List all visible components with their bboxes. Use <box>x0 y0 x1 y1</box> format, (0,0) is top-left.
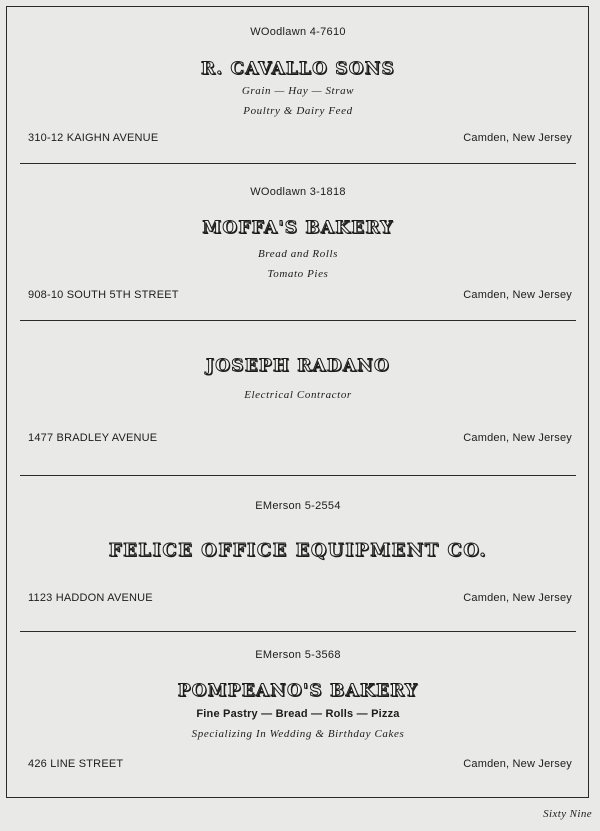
ad-phone: WOodlawn 4-7610 <box>250 26 346 38</box>
ad-city: Camden, New Jersey <box>463 289 572 301</box>
ad-city: Camden, New Jersey <box>463 132 572 144</box>
divider-rule <box>20 320 576 321</box>
page-number: Sixty Nine <box>543 808 592 820</box>
page-border <box>6 6 589 798</box>
divider-rule <box>20 163 576 164</box>
ad-tagline: Specializing In Wedding & Birthday Cakes <box>191 728 405 740</box>
ad-tagline: Tomato Pies <box>267 268 329 280</box>
ad-tagline: Grain — Hay — Straw <box>241 85 355 97</box>
ad-address: 1123 HADDON AVENUE <box>28 592 153 604</box>
ad-tagline: Fine Pastry — Bread — Rolls — Pizza <box>196 708 400 720</box>
ad-business-name: FELICE OFFICE EQUIPMENT CO. <box>108 540 488 561</box>
ad-address: 908-10 SOUTH 5TH STREET <box>28 289 179 301</box>
ad-city: Camden, New Jersey <box>463 432 572 444</box>
ad-phone: EMerson 5-2554 <box>255 500 341 512</box>
ad-tagline: Electrical Contractor <box>244 389 352 401</box>
ad-business-name: R. CAVALLO SONS <box>200 59 396 79</box>
ad-business-name: POMPEANO'S BAKERY <box>177 681 419 701</box>
ad-phone: WOodlawn 3-1818 <box>250 186 346 198</box>
ad-business-name: JOSEPH RADANO <box>205 356 391 376</box>
ad-city: Camden, New Jersey <box>463 758 572 770</box>
divider-rule <box>20 475 576 476</box>
ad-tagline: Poultry & Dairy Feed <box>243 105 353 117</box>
divider-rule <box>20 631 576 632</box>
ad-phone: EMerson 5-3568 <box>255 649 341 661</box>
ad-address: 310-12 KAIGHN AVENUE <box>28 132 159 144</box>
ad-business-name: MOFFA'S BAKERY <box>202 218 394 238</box>
ad-address: 1477 BRADLEY AVENUE <box>28 432 158 444</box>
ad-address: 426 LINE STREET <box>28 758 124 770</box>
ad-tagline: Bread and Rolls <box>257 248 339 260</box>
ad-city: Camden, New Jersey <box>463 592 572 604</box>
